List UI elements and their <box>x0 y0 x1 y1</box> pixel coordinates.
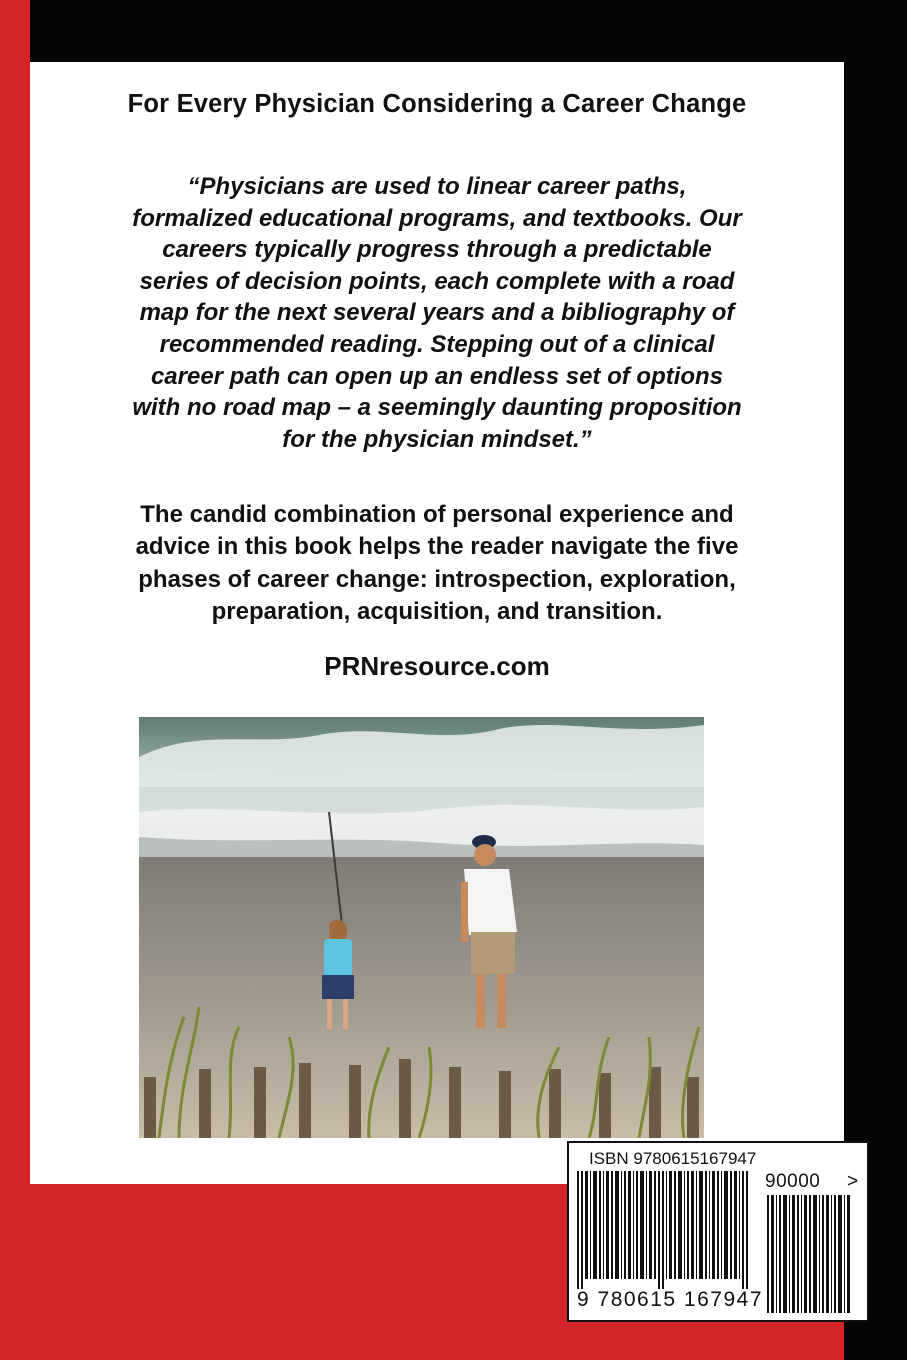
ean-barcode-bars <box>577 1171 757 1289</box>
isbn-label: ISBN 9780615167947 <box>589 1149 757 1168</box>
website-link: PRNresource.com <box>324 651 550 681</box>
cover-blurb: The candid combination of personal experience and advice in this book helps the reader navigate the five phases of career change: introspection, exploration, preparation, acquisition, and transition. <box>135 501 739 626</box>
price-arrow: > <box>847 1171 859 1192</box>
cover-quote: “Physicians are used to linear career paths, formalized educational programs, and textbooks. Our careers typically progress through a predictable series of decision points, each complete with a road map for the next several years and a bibliography of recommended reading. Stepping out of a clinical career path can open up an endless set of options with no road map – a seemingly daunting proposition for the physician mindset.” <box>132 173 742 453</box>
beach-fishing-photo <box>139 717 704 1138</box>
cover-heading: For Every Physician Considering a Career Change <box>127 90 747 118</box>
top-black-band <box>30 0 907 62</box>
back-cover-panel <box>30 62 844 1184</box>
isbn-digits: 9 780615 167947 <box>577 1288 763 1311</box>
isbn-barcode-box <box>567 1141 869 1322</box>
price-barcode-bars <box>767 1195 853 1313</box>
price-code: 90000 <box>765 1171 821 1192</box>
